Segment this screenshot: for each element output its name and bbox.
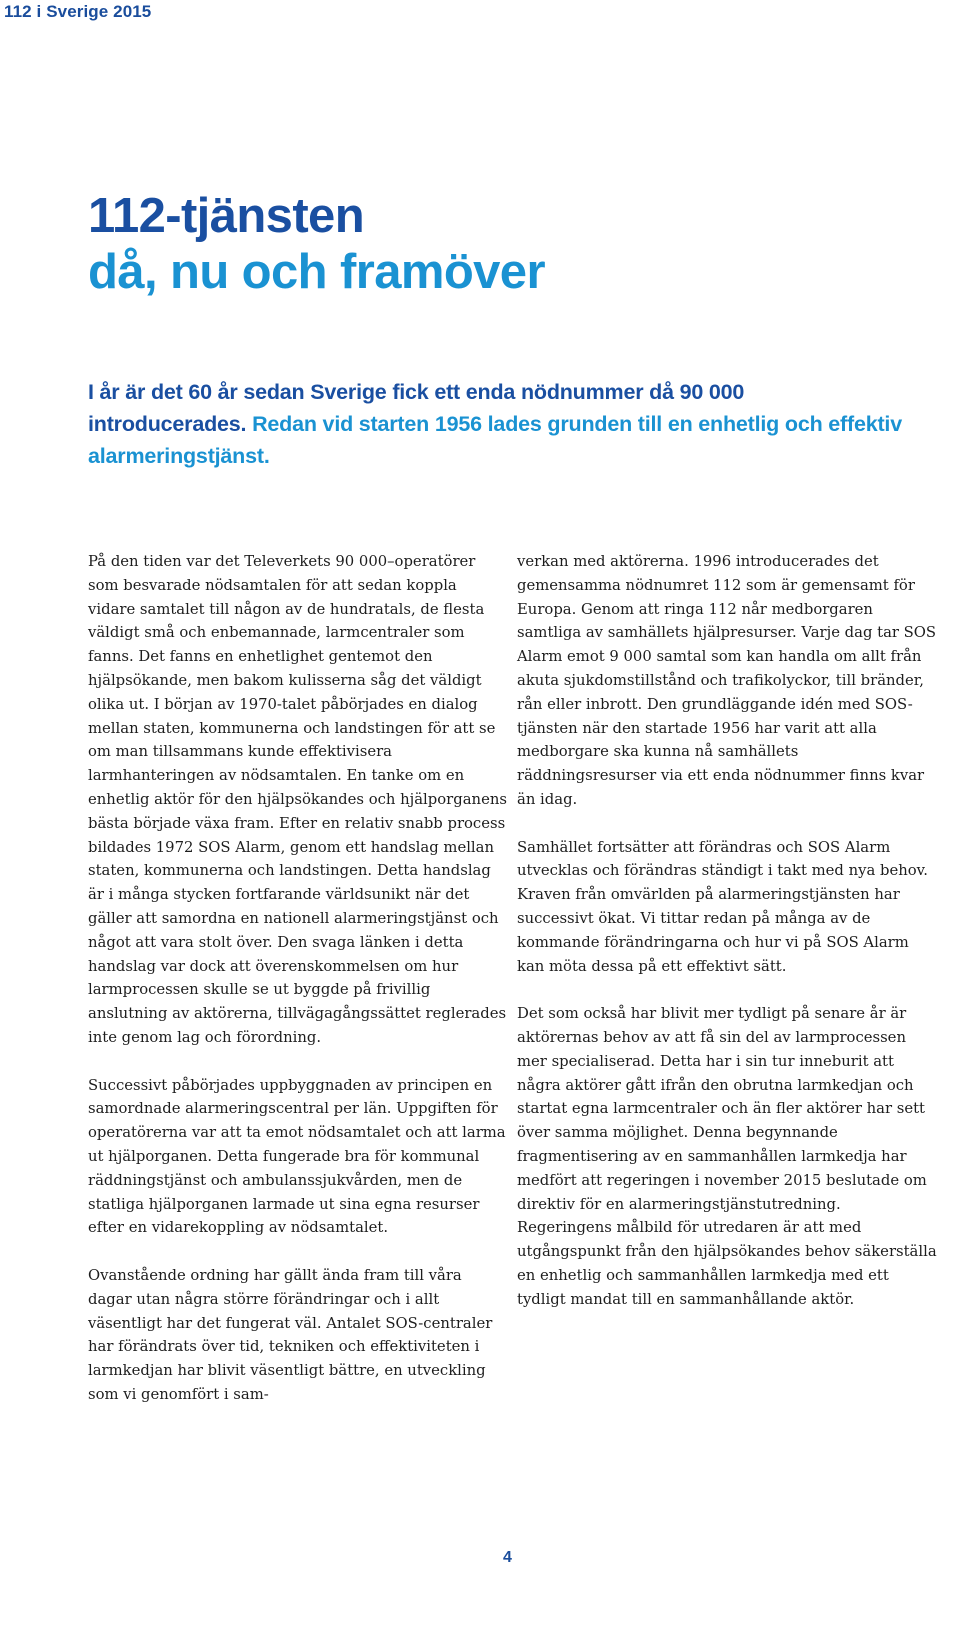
page-title-line-1: 112-tjänsten bbox=[88, 189, 365, 243]
body-column-right bbox=[517, 550, 937, 1335]
lead-text-part-1: I år är det 60 år sedan Sverige fick ett enda nödnummer då 90 000 introducerades. bbox=[88, 380, 745, 436]
body-paragraph: verkan med aktörerna. 1996 introducerades det gemensamma nödnumret 112 som är gemensamt för Europa. Genom att ringa 112 når medborgaren samtliga av samhällets hjälpresurser. Varje dag tar SOS Alarm emot 9 000 samtal som kan handla om allt från akuta sjukdomstillstånd och trafikolyckor, till bränder, rån eller inbrott. Den grundläggande idén med SOS-tjänsten när den startade 1956 har varit att alla medborgare ska kunna nå samhällets räddningsresurser via ett enda nödnummer finns kvar än idag. bbox=[517, 553, 937, 808]
page-title bbox=[88, 188, 888, 300]
body-paragraph: Ovanstående ordning har gällt ända fram till våra dagar utan några större förändringar och i allt väsentligt har det fungerat väl. Antalet SOS-centraler har förändrats över tid, tekniken och effektiviteten i larmkedjan har blivit väsentligt bättre, en utveckling som vi genomfört i sam- bbox=[88, 1266, 493, 1403]
lead-paragraph bbox=[88, 376, 908, 472]
body-paragraph: Det som också har blivit mer tydligt på senare år är aktörernas behov av att få sin del av larmprocessen mer specialiserad. Detta har i sin tur inneburit att några aktörer gått ifrån den obrutna larmkedjan och startat egna larmcentraler och än fler aktörer har sett över samma möjlighet. Denna begynnande fragmentisering av en sammanhållen larmkedja har medfört att regeringen i november 2015 beslutade om direktiv för en alarmeringstjänstutredning. Regeringens målbild för utredaren är att med utgångspunkt från den hjälpsökandes behov säkerställa en enhetlig och sammanhållen larmkedja med ett tydligt mandat till en sammanhållande aktör. bbox=[517, 1005, 937, 1308]
body-column-left bbox=[88, 550, 508, 1430]
page-title-line-2: då, nu och framöver bbox=[88, 245, 545, 299]
page-number: 4 bbox=[503, 1549, 512, 1566]
body-paragraph: Samhället fortsätter att förändras och SOS Alarm utvecklas och förändras ständigt i takt med nya behov. Kraven från omvärlden på alarmeringstjänsten har successivt ökat. Vi tittar redan på många av de kommande förändringarna och hur vi på SOS Alarm kan möta dessa på ett effektivt sätt. bbox=[517, 838, 928, 975]
body-paragraph: Successivt påbörjades uppbyggnaden av principen en samordnade alarmeringscentral per län. Uppgiften för operatörerna var att ta emot nödsamtalet och att larma ut hjälporganen. Detta fungerade bra för kommunal räddningstjänst och ambulanssjukvården, men de statliga hjälporganen larmade ut sina egna resurser efter en vidarekoppling av nödsamtalet. bbox=[88, 1076, 506, 1237]
body-paragraph: På den tiden var det Televerkets 90 000–operatörer som besvarade nödsamtalen för att sedan koppla vidare samtalet till någon av de hundratals, de flesta väldigt små och enbemannade, larmcentraler som fanns. Det fanns en enhetlighet gentemot den hjälpsökande, men bakom kulisserna såg det väldigt olika ut. I början av 1970-talet påbörjades en dialog mellan staten, kommunerna och landstingen för att se om man tillsammans kunde effektivisera larmhanteringen av nödsamtalen. En tanke om en enhetlig aktör för den hjälpsökandes och hjälporganens bästa började växa fram. Efter en relativ snabb process bildades 1972 SOS Alarm, genom ett handslag mellan staten, kommunerna och landstingen. Detta handslag är i många stycken fortfarande världsunikt när det gäller att samordna en nationell alarmeringstjänst och något att vara stolt över. Den svaga länken i detta handslag var dock att överenskommelsen om hur larmprocessen skulle se ut byggde på frivillig anslutning av aktörerna, tillvägagångssättet reglerades inte genom lag och förordning. bbox=[88, 553, 507, 1046]
running-head: 112 i Sverige 2015 bbox=[4, 2, 152, 21]
lead-text-part-2: Redan vid starten 1956 lades grunden till en enhetlig och effektiv alarmeringstjänst. bbox=[88, 412, 902, 468]
